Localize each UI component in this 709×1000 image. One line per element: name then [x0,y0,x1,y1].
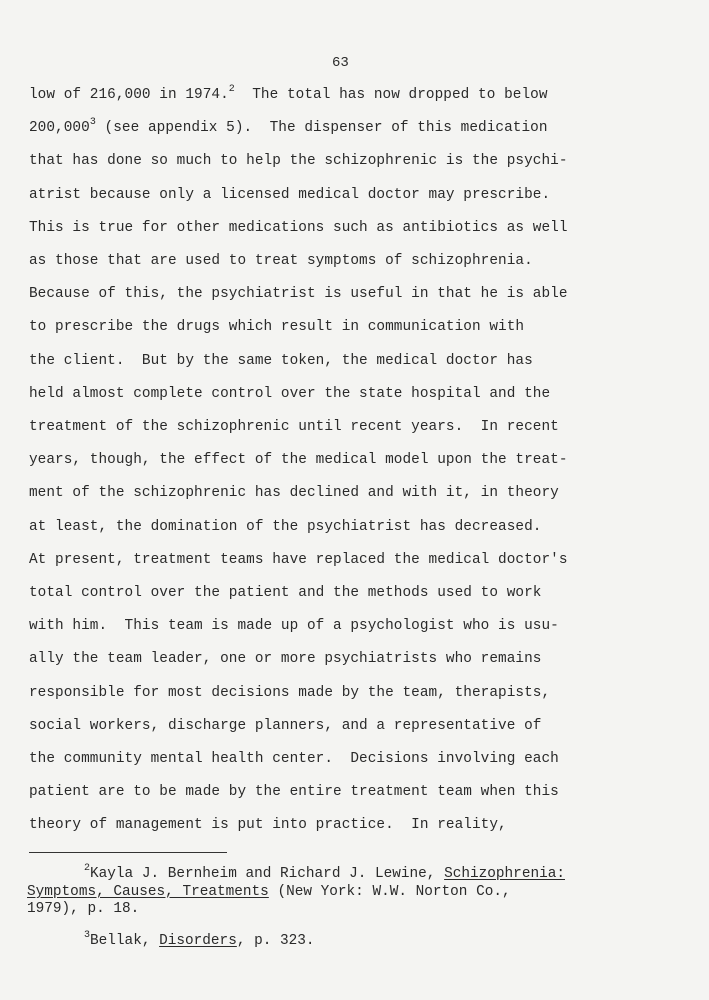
footnote-2-line3: 1979), p. 18. [27,901,140,917]
text-line: theory of management is put into practice. In reality, [29,817,507,834]
footnote-2-line2: Symptoms, Causes, Treatments (New York: W.W. Norton Co., [27,884,511,900]
footnote-marker: 2 [228,84,235,95]
text-line: social workers, discharge planners, and a representative of [29,717,542,734]
text-line: total control over the patient and the methods used to work [29,585,542,601]
text-line: low of 216,000 in 1974.$^2$ The total has now dropped to below [29,84,548,103]
text-line: 200,000$^3$ (see appendix 5). The dispenser of this medication [29,117,548,137]
text-line: the community mental health center. Decisions involving each [29,751,559,767]
text-line: ally the team leader, one or more psychiatrists who remains [29,651,542,668]
footnote-marker: 3 [84,930,91,941]
text-line: ment of the schizophrenic has declined and with it, in theory [29,485,559,502]
footnote-3: $^3$Bellak, Disorders, p. 323. [84,930,315,949]
text-line: with him. This team is made up of a psychologist who is usu- [29,618,559,635]
text-line: years, though, the effect of the medical model upon the treat- [29,452,568,469]
text-line: to prescribe the drugs which result in communication with [29,319,525,336]
text-line: treatment of the schizophrenic until recent years. In recent [29,419,559,435]
text-line: This is true for other medications such as antibiotics as well [29,219,568,236]
text-line: atrist because only a licensed medical doctor may prescribe. [29,186,551,203]
text-line: the client. But by the same token, the medical doctor has [29,352,533,369]
footnote-2: $^2$Kayla J. Bernheim and Richard J. Lewine, Schizophrenia: [84,863,565,882]
page-number: 63 [332,55,349,71]
text-line: held almost complete control over the state hospital and the [29,385,551,402]
footnote-divider [29,852,227,853]
footnote-marker: 3 [89,117,96,129]
text-line: Because of this, the psychiatrist is useful in that he is able [29,286,568,303]
text-line: At present, treatment teams have replaced the medical doctor's [29,551,568,568]
text-line: as those that are used to treat symptoms of schizophrenia. [29,253,533,269]
footnote-marker: 2 [84,863,91,874]
text-line: at least, the domination of the psychiatrist has decreased. [29,518,542,535]
text-line: patient are to be made by the entire treatment team when this [29,784,559,801]
text-line: responsible for most decisions made by the team, therapists, [29,684,551,701]
text-line: that has done so much to help the schizophrenic is the psychi- [29,153,568,170]
